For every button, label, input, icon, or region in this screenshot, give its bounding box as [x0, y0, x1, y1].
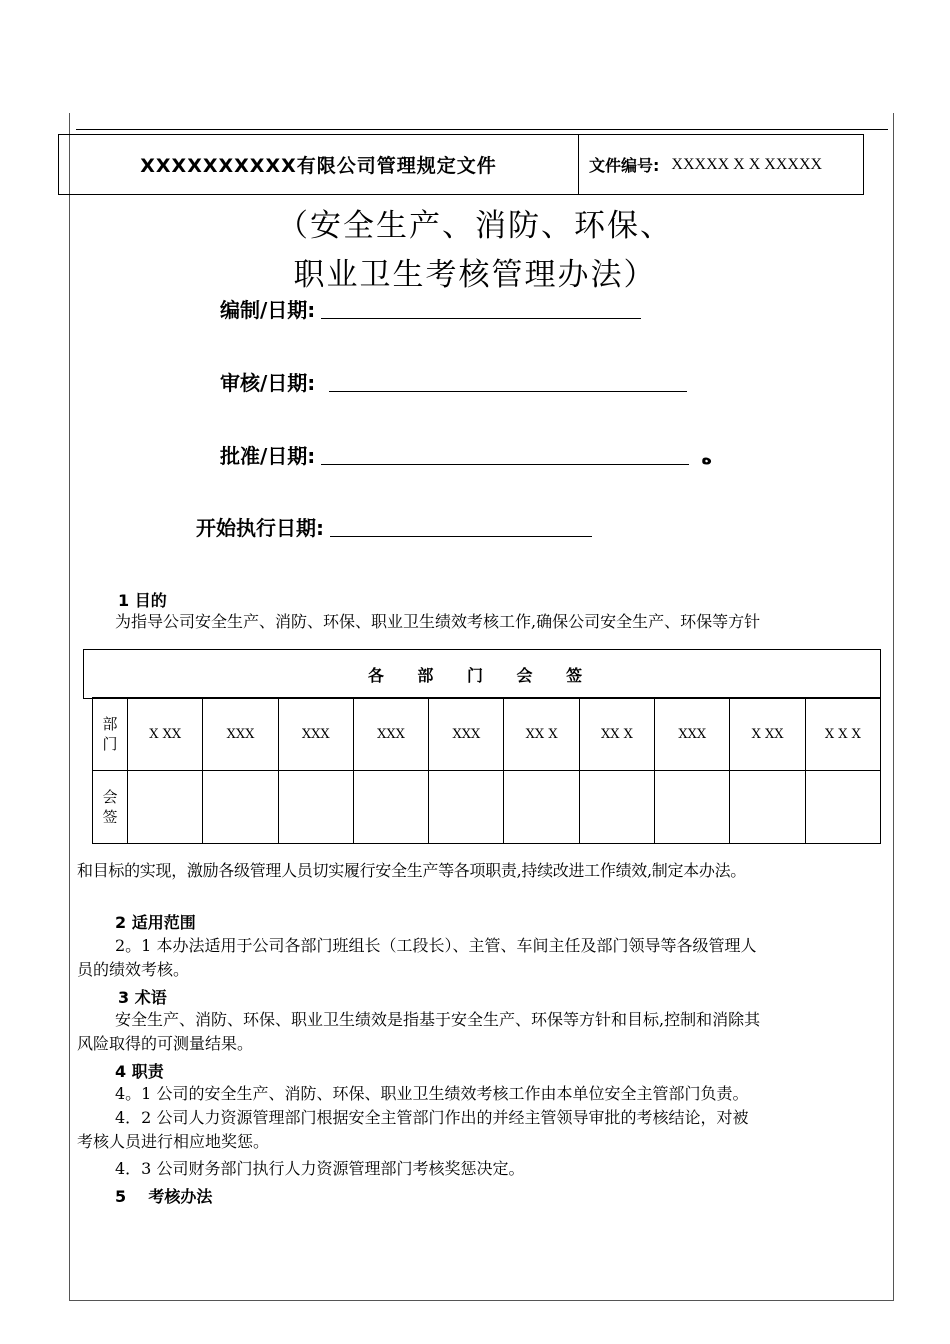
- sign-cell[interactable]: [353, 771, 428, 844]
- start-date-line: [330, 535, 592, 537]
- page-frame-bottom: [69, 1300, 894, 1301]
- sign-cell[interactable]: [203, 771, 278, 844]
- title-line-1: （安全生产、消防、环保、: [277, 208, 673, 244]
- dept-cell: XXX: [278, 698, 353, 771]
- sign-row-label: 会签: [93, 771, 128, 844]
- sign-cell[interactable]: [429, 771, 504, 844]
- compile-date-label: 编制/日期:: [220, 298, 316, 322]
- sign-cell[interactable]: [278, 771, 353, 844]
- company-title: XXXXXXXXXX有限公司管理规定文件: [59, 135, 579, 194]
- section-4-item-2-line-1: 4．2 公司人力资源管理部门根据安全主管部门作出的并经主管领导审批的考核结论，对被: [115, 1108, 749, 1127]
- title-line-2: 职业卫生考核管理办法）: [293, 257, 657, 293]
- section-1-line-2: 和目标的实现，激励各级管理人员切实履行安全生产等各项职责,持续改进工作绩效,制定本办法。: [77, 861, 746, 880]
- dept-cell: X XX: [730, 698, 805, 771]
- sign-cell[interactable]: [730, 771, 805, 844]
- document-header: [58, 134, 864, 195]
- sign-table: [92, 697, 881, 844]
- section-1-line-1: 为指导公司安全生产、消防、环保、职业卫生绩效考核工作,确保公司安全生产、环保等方针: [115, 612, 761, 631]
- section-2-line-2: 员的绩效考核。: [77, 960, 190, 979]
- sign-cell[interactable]: [579, 771, 654, 844]
- dept-cell: X X X: [805, 698, 880, 771]
- start-date-label: 开始执行日期:: [196, 516, 324, 540]
- approve-date-label: 批准/日期:: [220, 444, 316, 468]
- dept-cell: X XX: [128, 698, 203, 771]
- approve-date-field[interactable]: [220, 440, 712, 469]
- section-3-line-2: 风险取得的可测量结果。: [77, 1034, 254, 1053]
- file-number: [579, 135, 863, 194]
- review-date-field[interactable]: [220, 367, 687, 396]
- section-5-heading: 5 考核办法: [115, 1187, 213, 1206]
- dept-cell: XXX: [655, 698, 730, 771]
- section-4-item-3: 4．3 公司财务部门执行人力资源管理部门考核奖惩决定。: [115, 1159, 525, 1178]
- sign-cell[interactable]: [655, 771, 730, 844]
- section-4-item-2-line-2: 考核人员进行相应地奖惩。: [77, 1132, 270, 1151]
- approve-mark: ه: [701, 448, 712, 469]
- section-4-item-1: 4。1 公司的安全生产、消防、环保、职业卫生绩效考核工作由本单位安全主管部门负责。: [115, 1084, 749, 1103]
- dept-cell: XXX: [429, 698, 504, 771]
- start-date-field[interactable]: [196, 512, 592, 541]
- section-4-heading: 4 职责: [115, 1062, 164, 1081]
- section-3-line-1: 安全生产、消防、环保、职业卫生绩效是指基于安全生产、环保等方针和目标,控制和消除其: [115, 1010, 761, 1029]
- dept-row: [93, 698, 881, 771]
- compile-date-line: [321, 317, 641, 319]
- file-number-label: 文件编号:: [589, 156, 660, 175]
- section-2-heading: 2 适用范围: [115, 913, 196, 932]
- compile-date-field[interactable]: [220, 294, 641, 323]
- dept-cell: XX X: [579, 698, 654, 771]
- review-date-label: 审核/日期:: [220, 371, 316, 395]
- section-2-line-1: 2。1 本办法适用于公司各部门班组长（工段长）、主管、车间主任及部门领导等各级管理人: [115, 936, 757, 955]
- dept-cell: XXX: [203, 698, 278, 771]
- dept-cell: XXX: [353, 698, 428, 771]
- dept-row-label: 部门: [93, 698, 128, 771]
- sign-cell[interactable]: [805, 771, 880, 844]
- file-number-value: XXXXX X X XXXXX: [671, 155, 823, 173]
- sign-cell[interactable]: [128, 771, 203, 844]
- review-date-line: [329, 390, 687, 392]
- sign-row: [93, 771, 881, 844]
- approve-date-line: [321, 463, 689, 465]
- sign-cell[interactable]: [504, 771, 579, 844]
- sign-table-title: 各 部 门 会 签: [83, 649, 881, 699]
- dept-cell: XX X: [504, 698, 579, 771]
- section-1-heading: 1 目的: [118, 591, 167, 610]
- top-rule: [76, 129, 888, 130]
- section-3-heading: 3 术语: [118, 988, 167, 1007]
